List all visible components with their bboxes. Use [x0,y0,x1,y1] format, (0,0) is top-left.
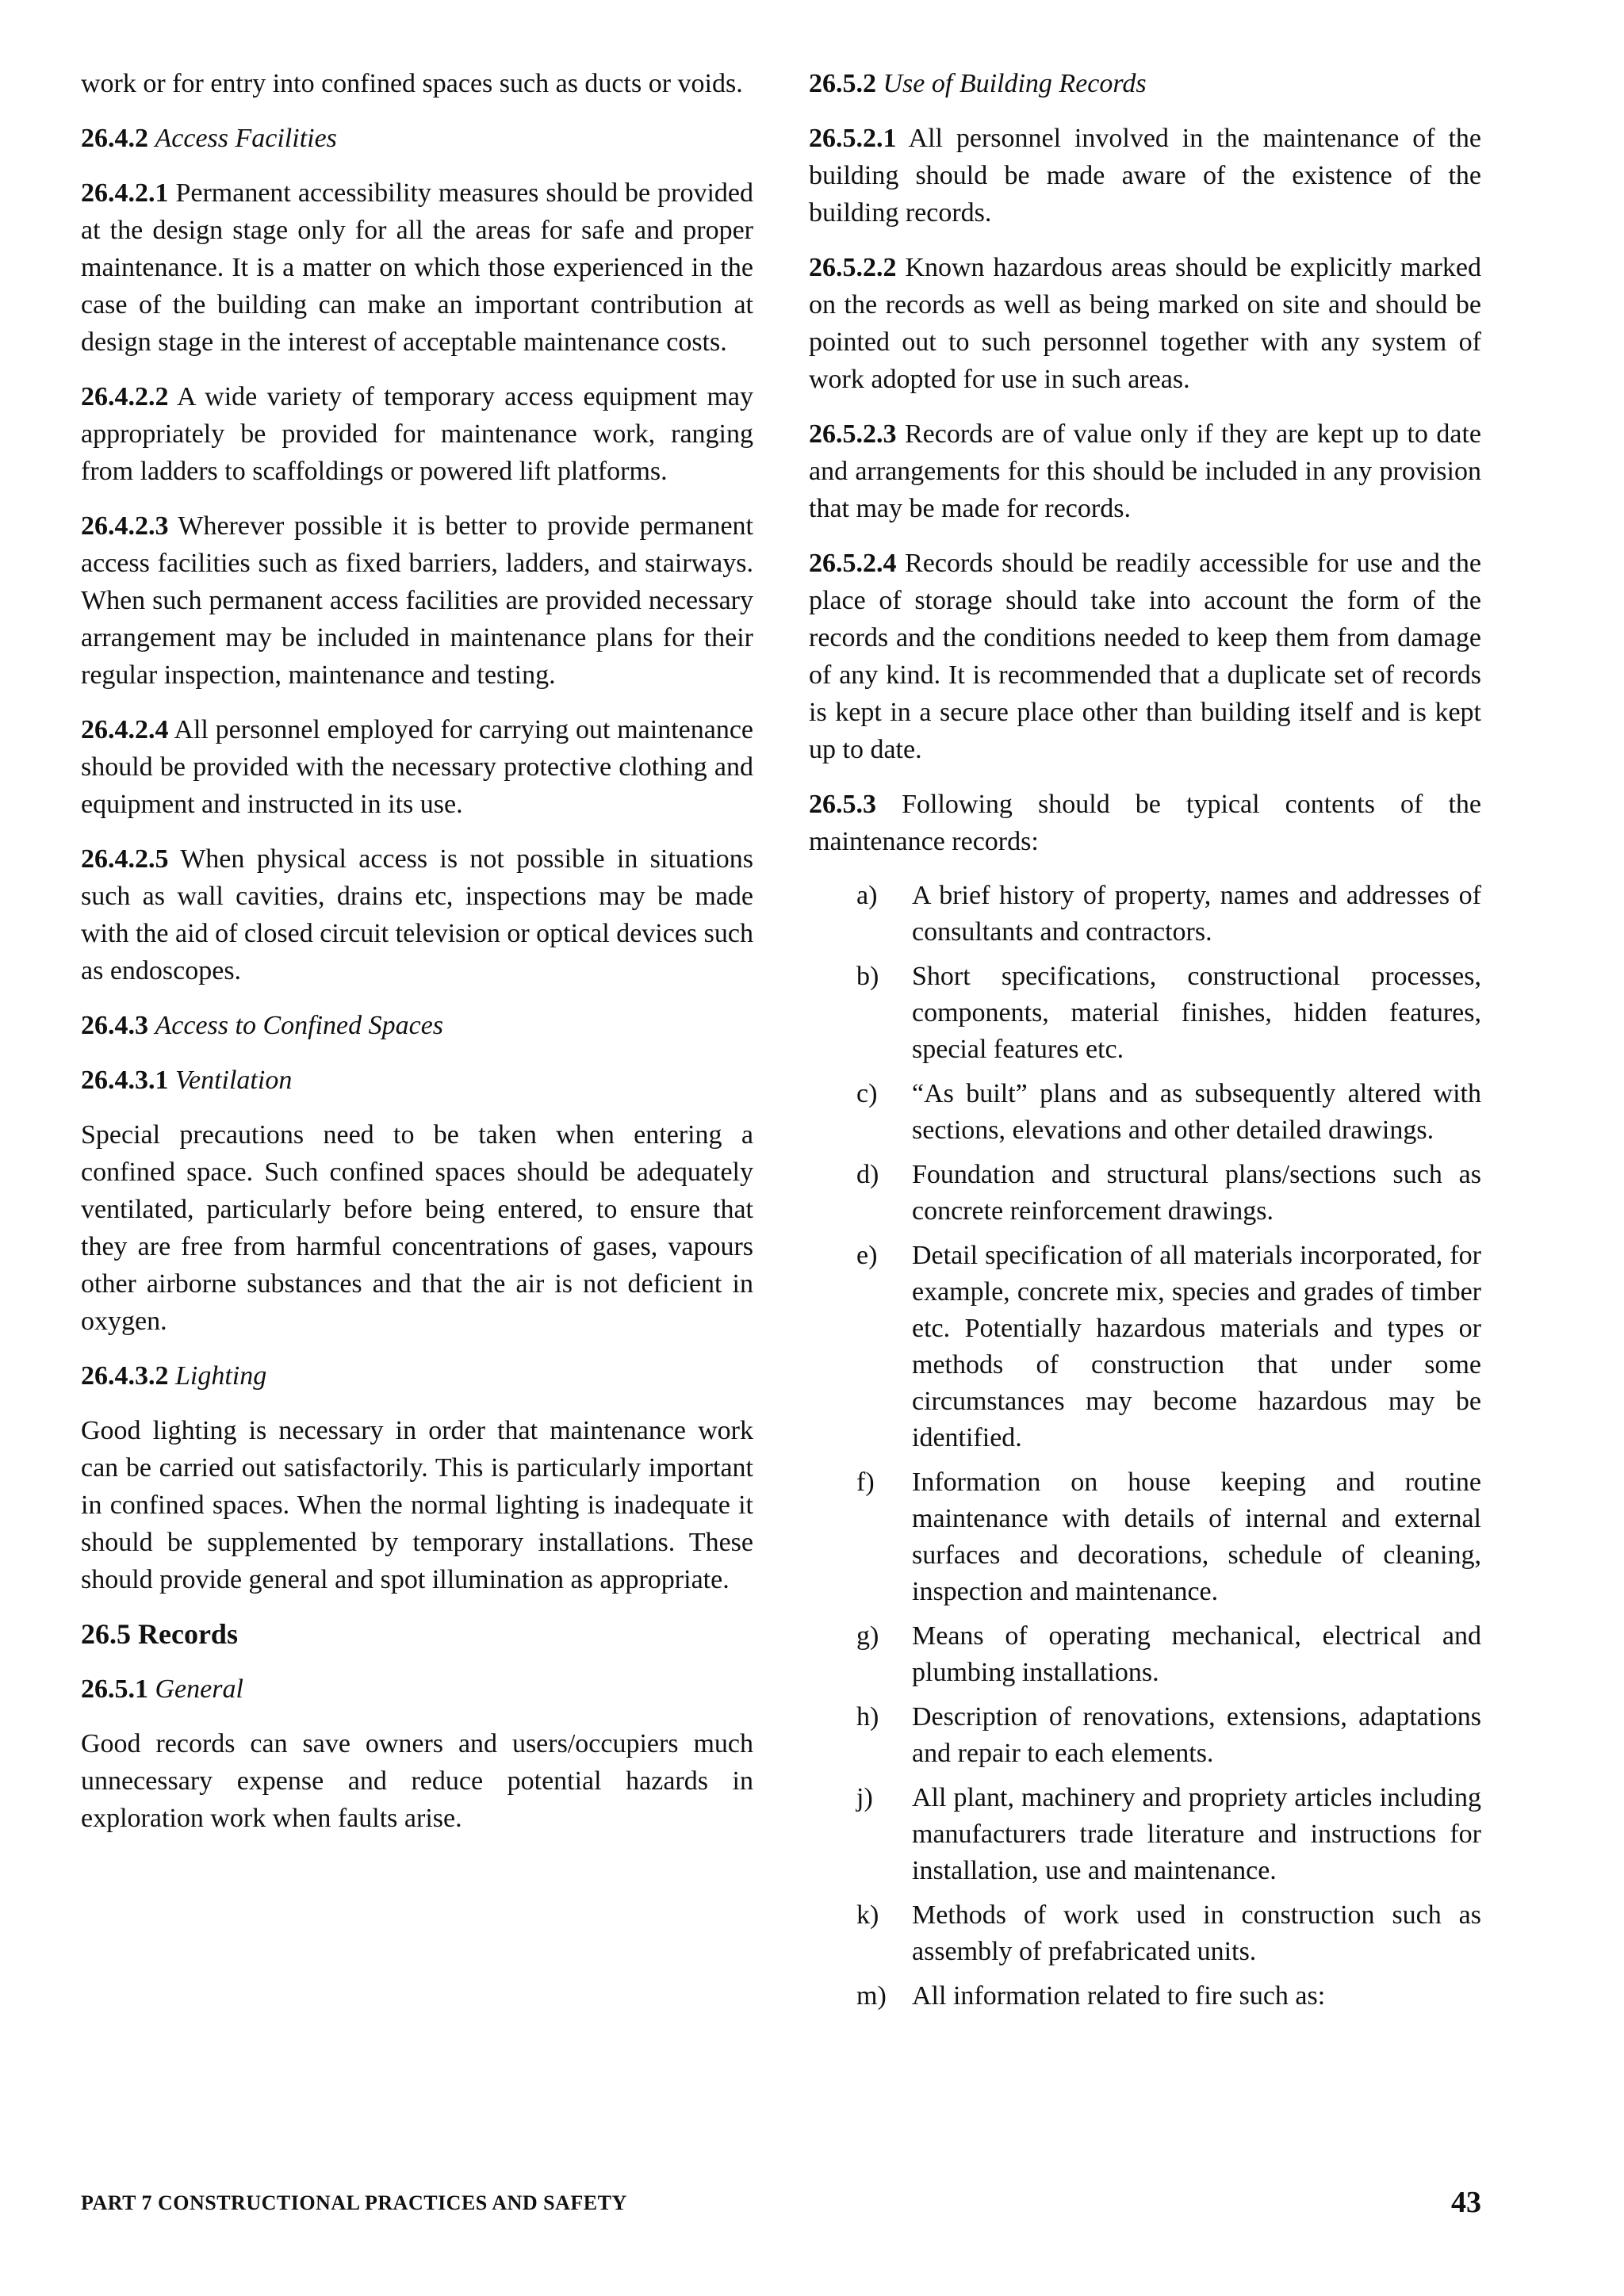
list-item-text: Description of renovations, extensions, adaptations and repair to each elements. [912,1702,1481,1768]
section-title: Access Facilities [155,124,337,153]
clause-number: 26.5.2.4 [809,549,897,578]
footer-title: PART 7 CONSTRUCTIONAL PRACTICES AND SAFETY [81,2191,627,2214]
clause-text: All personnel involved in the maintenance of the building should be made aware of the existence of the building records. [809,124,1481,228]
page-number: 43 [1451,2186,1481,2219]
left-column [81,65,753,1854]
list-item [809,1699,1481,1772]
section-title: General [155,1674,243,1704]
clause-number: 26.5.2.3 [809,419,897,449]
list-item-text: Methods of work used in construction such as assembly of prefabricated units. [912,1900,1481,1966]
list-item [809,878,1481,951]
list-item-text: Means of operating mechanical, electrical and plumbing installations. [912,1621,1481,1687]
list-item [809,1464,1481,1610]
paragraph-26-4-2-1 [81,174,753,361]
heading-26-5-1 [81,1670,753,1708]
list-item-label: b) [856,962,879,991]
heading-26-4-3 [81,1007,753,1044]
list-item [809,1157,1481,1230]
section-title: Use of Building Records [883,69,1147,98]
paragraph-26-5-2-4 [809,545,1481,768]
list-item-text: All information related to fire such as: [912,1981,1326,2011]
clause-number: 26.4.2.1 [81,178,169,208]
list-item-text: All plant, machinery and propriety articles including manufacturers trade literature and instructions for installation, use and maintenance. [912,1783,1481,1885]
list-item-text: Information on house keeping and routine maintenance with details of internal and external surfaces and decorations, schedule of cleaning, inspection and maintenance. [912,1468,1481,1606]
section-number: 26.4.3 [81,1011,148,1040]
paragraph-26-5-3 [809,786,1481,860]
list-item-label: k) [856,1900,879,1930]
section-number: 26.5.2 [809,69,876,98]
list-item [809,1618,1481,1691]
clause-number: 26.4.2.5 [81,844,169,874]
clause-text: Wherever possible it is better to provide permanent access facilities such as fixed barriers, ladders, and stairways. When such permanent access facilities are provided necessary arrangement may be included in maintenance plans for their regular inspection, maintenance and testing. [81,511,753,690]
list-item-text: Foundation and structural plans/sections such as concrete reinforcement drawings. [912,1160,1481,1226]
list-item-label: h) [856,1702,879,1732]
list-item-label: m) [856,1981,887,2011]
list-item-text: A brief history of property, names and addresses of consultants and contractors. [912,881,1481,947]
clause-text: All personnel employed for carrying out maintenance should be provided with the necessary protective clothing and equipment and instructed in its use. [81,715,754,819]
list-item [809,1238,1481,1456]
list-item-label: j) [856,1783,873,1812]
list-item-label: c) [856,1079,878,1108]
paragraph-26-4-2-5 [81,840,753,989]
clause-number: 26.4.2.4 [81,715,169,744]
section-title: Lighting [175,1361,267,1391]
heading-26-5-records: 26.5 Records [81,1618,238,1650]
paragraph-26-5-2-2 [809,249,1481,398]
clause-number: 26.5.2.1 [809,124,897,153]
clause-number: 26.4.2.3 [81,511,169,541]
paragraph-26-4-2-2 [81,378,753,490]
list-item [809,1780,1481,1889]
list-item-text: Short specifications, constructional processes, components, material finishes, hidden features, special features etc. [912,962,1481,1064]
heading-26-4-2 [81,120,753,157]
clause-text: Records should be readily accessible for use and the place of storage should take into account the form of the records and the conditions needed to keep them from damage of any kind. It is recommended that a duplicate set of records is kept in a secure place other than building itself and is kept up to date. [809,549,1482,764]
clause-number: 26.5.2.2 [809,253,897,282]
clause-number: 26.5.3 [809,790,876,819]
paragraph-26-5-2-3 [809,415,1481,527]
clause-text: Known hazardous areas should be explicitly marked on the records as well as being marked on site and should be pointed out to such personnel together with any system of work adopted for use in such areas. [809,253,1481,394]
heading-26-4-3-2 [81,1357,753,1395]
section-number: 26.5.1 [81,1674,148,1704]
list-item-text: Detail specification of all materials incorporated, for example, concrete mix, species and grades of timber etc. Potentially hazardous materials and types or methods of construction that under some circumstances may become hazardous may be identified. [912,1241,1481,1452]
section-number: 26.4.2 [81,124,148,153]
clause-text: Records are of value only if they are kept up to date and arrangements for this should be included in any provision that may be made for records. [809,419,1482,523]
section-number: 26.4.3.2 [81,1361,169,1391]
clause-text: When physical access is not possible in situations such as wall cavities, drains etc, inspections may be made with the aid of closed circuit television or optical devices such as endoscopes. [81,844,754,985]
clause-text: Following should be typical contents of the maintenance records: [809,790,1481,856]
paragraph-26-4-2-3 [81,507,753,694]
paragraph-continuation: work or for entry into confined spaces such as ducts or voids. [81,69,743,98]
paragraph-general: Good records can save owners and users/occupiers much unnecessary expense and reduce potential hazards in exploration work when faults arise. [81,1729,753,1833]
heading-26-4-3-1 [81,1062,753,1099]
paragraph-ventilation: Special precautions need to be taken when entering a confined space. Such confined spaces should be adequately ventilated, particularly before being entered, to ensure that they are free from harmful concentrations of gases, vapours other airborne substances and that the air is not deficient in oxygen. [81,1120,753,1336]
paragraph-26-5-2-1 [809,120,1481,232]
section-number: 26.4.3.1 [81,1066,169,1095]
heading-26-5-2 [809,65,1481,102]
right-column [809,65,1481,2022]
list-item-label: d) [856,1160,879,1189]
clause-number: 26.4.2.2 [81,382,169,411]
list-item [809,1076,1481,1149]
section-title: Access to Confined Spaces [155,1011,444,1040]
paragraph-26-4-2-4 [81,711,753,823]
list-item [809,1897,1481,1970]
section-title: Ventilation [175,1066,293,1095]
list-item [809,959,1481,1068]
list-item-label: a) [856,881,878,910]
clause-text: Permanent accessibility measures should be provided at the design stage only for all the areas for safe and proper maintenance. It is a matter on which those experienced in the case of the building can make an important contribution at design stage in the interest of acceptable maintenance costs. [81,178,753,357]
list-item-label: g) [856,1621,879,1651]
list-item [809,1978,1481,2015]
list-item-label: e) [856,1241,878,1270]
records-contents-list [809,878,1481,2015]
list-item-text: “As built” plans and as subsequently altered with sections, elevations and other detailed drawings. [912,1079,1481,1145]
list-item-label: f) [856,1468,875,1497]
paragraph-lighting: Good lighting is necessary in order that maintenance work can be carried out satisfactorily. This is particularly important in confined spaces. When the normal lighting is inadequate it should be supplemented by temporary installations. These should provide general and spot illumination as appropriate. [81,1416,753,1594]
clause-text: A wide variety of temporary access equipment may appropriately be provided for maintenance work, ranging from ladders to scaffoldings or powered lift platforms. [81,382,754,486]
